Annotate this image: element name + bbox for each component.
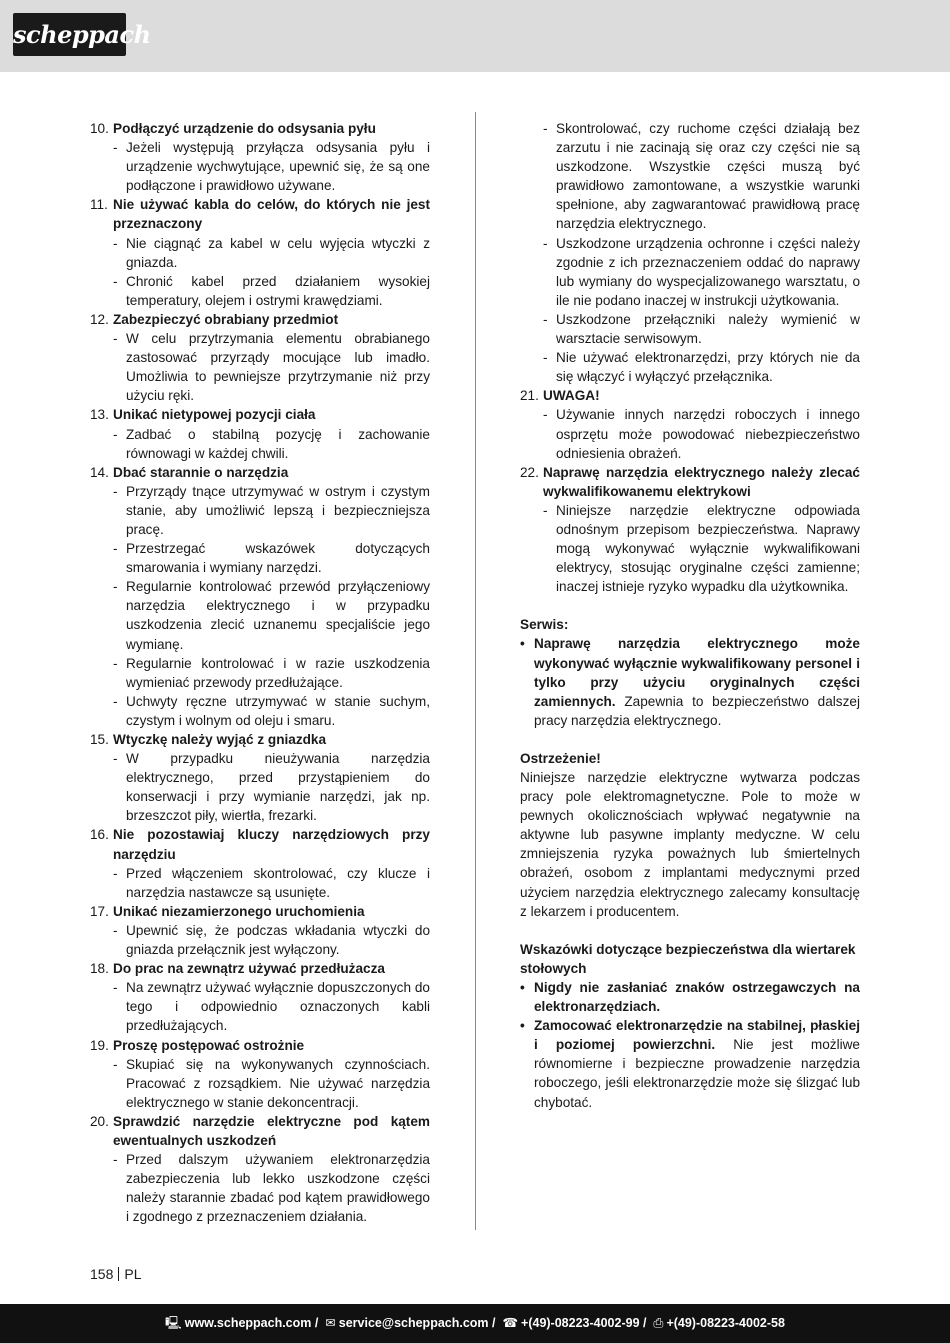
sub-item	[113, 138, 430, 195]
fax-icon: ⎙	[653, 1316, 664, 1330]
item-title: Do prac na zewnątrz używać przedłużacza	[113, 961, 385, 977]
page-number	[90, 1265, 141, 1283]
sub-item	[113, 1055, 430, 1112]
header-bar	[0, 0, 950, 72]
dash-marker: -	[113, 1152, 118, 1168]
phone-text: +(49)-08223-4002-99 /	[521, 1316, 647, 1330]
sub-item-text: Niniejsze narzędzie elektryczne odpowiada odnośnym przepisom bezpieczeństwa. Naprawy mogą wykonywać wyłącznie wykwalifikowani elektrycy, stosując oryginalne części zamienne; inaczej istnieje ryzyko wypadku dla użytkownika.	[556, 502, 860, 595]
numbered-item	[90, 825, 430, 901]
sub-item	[113, 577, 430, 653]
dash-marker: -	[113, 751, 118, 767]
sub-item	[113, 329, 430, 405]
sub-item-text: W przypadku nieużywania narzędzia elektrycznego, przed przystąpieniem do konserwacji i przy wymianie narzędzi, jak np. brzeszczot piły, wiertła, frezarki.	[126, 751, 430, 824]
sub-item	[113, 921, 430, 959]
page-language: PL	[124, 1266, 142, 1282]
page-number-value: 158	[90, 1266, 114, 1282]
sub-item	[113, 1150, 430, 1226]
email-link[interactable]	[325, 1304, 495, 1343]
sub-item	[543, 310, 860, 348]
item-number: 22.	[520, 464, 539, 480]
sub-item-text: Na zewnątrz używać wyłącznie dopuszczonych do tego i odpowiednio oznaczonych kabli przedłużających.	[126, 980, 430, 1034]
sub-item	[543, 501, 860, 596]
brand-logo: scheppach	[13, 13, 126, 56]
dash-marker: -	[113, 980, 118, 996]
dash-marker: -	[543, 311, 548, 327]
numbered-item	[90, 119, 430, 195]
numbered-item	[90, 405, 430, 462]
sub-item-text: Skupiać się na wykonywanych czynnościach. Pracować z rozsądkiem. Nie używać narzędzia elektrycznego w stanie dekoncentracji.	[126, 1056, 430, 1110]
item-number: 18.	[90, 961, 109, 977]
item-title: Proszę postępować ostrożnie	[113, 1037, 305, 1053]
item-number: 10.	[90, 121, 109, 136]
sub-item	[543, 348, 860, 386]
numbered-item	[90, 902, 430, 959]
item-number: 14.	[90, 464, 109, 480]
numbered-item	[90, 310, 430, 405]
dash-marker: -	[113, 140, 118, 156]
item-title: Dbać starannie o narzędzia	[113, 464, 289, 480]
warning-heading: Ostrzeżenie!	[520, 750, 601, 766]
mail-icon: ✉	[325, 1316, 336, 1330]
dash-marker: -	[113, 235, 118, 251]
dash-marker: -	[113, 541, 118, 557]
dash-marker: -	[113, 483, 118, 499]
sub-item-text: Nie ciągnąć za kabel w celu wyjęcia wtyczki z gniazda.	[126, 235, 430, 270]
sub-item-text: W celu przytrzymania elementu obrabianego zastosować przyrządy mocujące lub imadło. Umożliwia to pewniejsze przytrzymanie niż przy użyciu ręki.	[126, 331, 430, 404]
fax-text: +(49)-08223-4002-58	[666, 1316, 785, 1330]
numbered-item	[90, 463, 430, 730]
sub-item	[113, 749, 430, 825]
dash-marker: -	[113, 426, 118, 442]
sub-item-text: Przed włączeniem skontrolować, czy klucze i narzędzia nastawcze są usunięte.	[126, 865, 430, 900]
sub-item	[113, 482, 430, 539]
drill-bullet-1-bold: Nigdy nie zasłaniać znaków ostrzegawczych na elektronarzędziach.	[534, 979, 860, 1015]
dash-marker: -	[113, 655, 118, 671]
serwis-bullet	[520, 634, 860, 729]
sub-item	[113, 692, 430, 730]
sub-item-text: Nie używać elektronarzędzi, przy których nie da się włączyć i wyłączyć przełącznika.	[556, 350, 860, 385]
sub-item-text: Uchwyty ręczne utrzymywać w stanie suchym, czystym i wolnym od oleju i smaru.	[126, 693, 430, 728]
dash-marker: -	[543, 121, 548, 136]
sub-item-text: Regularnie kontrolować i w razie uszkodzenia wymieniać przewody przedłużające.	[126, 655, 430, 690]
fax-link[interactable]	[653, 1304, 785, 1343]
dash-marker: -	[113, 273, 118, 289]
dash-marker: -	[113, 922, 118, 938]
item-title: Nie używać kabla do celów, do których nie jest przeznaczony	[113, 197, 430, 232]
dash-marker: -	[113, 693, 118, 709]
serwis-bullet-bold: Naprawę narzędzia elektrycznego może wykonywać wyłącznie wykwalifikowany personel i tylko przy użyciu oryginalnych części zamiennych.	[534, 636, 860, 709]
dash-marker: -	[543, 235, 548, 251]
numbered-item	[520, 386, 860, 462]
sub-item-text: Jeżeli występują przyłącza odsysania pyłu i urządzenie wychwytujące, upewnić się, że są one podłączone i prawidłowo używane.	[126, 140, 430, 194]
warning-text: Niniejsze narzędzie elektryczne wytwarza podczas pracy pole elektromagnetyczne. Pole to może w pewnych okolicznościach wpływać negatywnie na aktywne lub pasywne implanty medyczne. W celu zmniejszenia ryzyka poważnych lub śmiertelnych obrażeń, osobom z implantami medycznymi przed użyciem narzędzia elektrycznego zalecamy konsultację z lekarzem i producentem.	[520, 770, 860, 919]
item-title: Unikać nietypowej pozycji ciała	[113, 407, 316, 423]
drill-bullet-1	[520, 978, 860, 1016]
sub-item-text: Uszkodzone urządzenia ochronne i części należy zgodnie z ich przeznaczeniem oddać do naprawy lub wymiany do wyspecjalizowanego warsztatu, o ile nie podano inaczej w instrukcji użytkowania.	[556, 235, 860, 308]
dash-marker: -	[113, 1056, 118, 1072]
item-number: 15.	[90, 732, 109, 747]
sub-item	[113, 272, 430, 310]
phone-icon: ☎	[502, 1316, 519, 1330]
sub-item-text: Przyrządy tnące utrzymywać w ostrym i czystym stanie, aby umożliwić lepszą i bezpieczniejsza pracę.	[126, 483, 430, 537]
item-title: Sprawdzić narzędzie elektryczne pod kątem ewentualnych uszkodzeń	[113, 1113, 430, 1148]
sub-item-text: Chronić kabel przed działaniem wysokiej temperatury, olejem i ostrymi krawędziami.	[126, 273, 430, 308]
item-title: Zabezpieczyć obrabiany przedmiot	[113, 311, 339, 327]
drill-bullet-2-rest: Nie jest możliwe równomierne i bezpieczne prowadzenie narzędzia roboczego, jeśli elektronarzędzie może się ślizgać lub chybotać.	[534, 1037, 860, 1110]
sub-item-text: Przed dalszym używaniem elektronarzędzia zabezpieczenia lub lekko uszkodzone części należy starannie zbadać pod kątem prawidłowego i zgodnego z przeznaczeniem działania.	[126, 1152, 430, 1225]
left-column	[90, 119, 430, 1226]
dash-marker: -	[543, 350, 548, 366]
drill-bullet-2-bold: Zamocować elektronarzędzie na stabilnej, płaskiej i poziomej powierzchni.	[534, 1018, 860, 1053]
footer-bar	[0, 1304, 950, 1343]
item-title: Naprawę narzędzia elektrycznego należy zlecać wykwalifikowanemu elektrykowi	[543, 464, 860, 499]
sub-item	[113, 539, 430, 577]
sub-item	[113, 978, 430, 1035]
dash-marker: -	[543, 407, 548, 423]
numbered-item	[90, 730, 430, 825]
item-title: Podłączyć urządzenie do odsysania pyłu	[113, 121, 376, 136]
item-number: 16.	[90, 827, 109, 843]
numbered-item	[90, 959, 430, 1035]
sub-item	[543, 119, 860, 234]
dash-marker: -	[113, 579, 118, 595]
item-number: 12.	[90, 311, 109, 327]
item-number: 11.	[90, 197, 108, 213]
item-title: Wtyczkę należy wyjąć z gniazdka	[113, 732, 327, 747]
item-number: 21.	[520, 388, 539, 404]
bullet-dot: •	[520, 636, 525, 652]
website-link[interactable]	[165, 1304, 318, 1343]
item-number: 20.	[90, 1113, 109, 1129]
sub-item-text: Regularnie kontrolować przewód przyłączeniowy narzędzia elektrycznego i w przypadku uszkodzenia zlecić uznanemu specjaliście jego wymianę.	[126, 579, 430, 652]
item-number: 17.	[90, 903, 109, 919]
email-text: service@scheppach.com /	[338, 1316, 496, 1330]
dash-marker: -	[543, 502, 548, 518]
sub-item	[113, 425, 430, 463]
bullet-dot: •	[520, 979, 525, 995]
sub-item	[543, 405, 860, 462]
serwis-heading: Serwis:	[520, 617, 569, 633]
item-title: UWAGA!	[543, 388, 600, 404]
sub-item	[113, 864, 430, 902]
numbered-item	[90, 195, 430, 310]
numbered-item	[90, 1112, 430, 1227]
computer-icon: 🖳	[165, 1316, 182, 1330]
serwis-bullet-rest: Zapewnia to bezpieczeństwo dalszej pracy narzędzia elektrycznego.	[534, 693, 860, 728]
sub-item	[113, 654, 430, 692]
item-number: 13.	[90, 407, 109, 423]
item-title: Nie pozostawiaj kluczy narzędziowych przy narzędziu	[113, 827, 430, 862]
sub-item-text: Przestrzegać wskazówek dotyczących smarowania i wymiany narzędzi.	[126, 541, 430, 576]
dash-marker: -	[113, 331, 118, 347]
sub-item-text: Skontrolować, czy ruchome części działają bez zarzutu i nie zacinają się oraz czy części nie są uszkodzone. Wszystkie części muszą być prawidłowo zamontowane, a wszystkie warunki spełnione, aby zagwarantować prawidłową pracę narzędzia elektrycznego.	[556, 121, 860, 232]
right-column	[520, 119, 860, 1112]
right-numbered-items	[520, 386, 860, 596]
sub-item-text: Zadbać o stabilną pozycję i zachowanie równowagi w każdej chwili.	[126, 426, 430, 461]
sub-item-text: Uszkodzone przełączniki należy wymienić w warsztacie serwisowym.	[556, 311, 860, 347]
column-divider	[475, 112, 476, 1230]
drill-heading: Wskazówki dotyczące bezpieczeństwa dla wiertarek stołowych	[520, 941, 856, 976]
sub-item	[113, 234, 430, 272]
sub-item-text: Upewnić się, że podczas wkładania wtyczki do gniazda przełącznik jest wyłączony.	[126, 922, 430, 958]
numbered-item	[90, 1036, 430, 1112]
numbered-item	[520, 463, 860, 597]
continued-subitems	[520, 119, 860, 386]
bullet-dot: •	[520, 1018, 525, 1034]
drill-bullet-2	[520, 1016, 860, 1111]
dash-marker: -	[113, 865, 118, 881]
sub-item	[543, 234, 860, 310]
phone-link[interactable]	[502, 1304, 646, 1343]
item-number: 19.	[90, 1037, 109, 1053]
website-text: www.scheppach.com /	[184, 1316, 319, 1330]
item-title: Unikać niezamierzonego uruchomienia	[113, 903, 365, 919]
sub-item-text: Używanie innych narzędzi roboczych i innego osprzętu może powodować niebezpieczeństwo odniesienia obrażeń.	[556, 407, 860, 461]
